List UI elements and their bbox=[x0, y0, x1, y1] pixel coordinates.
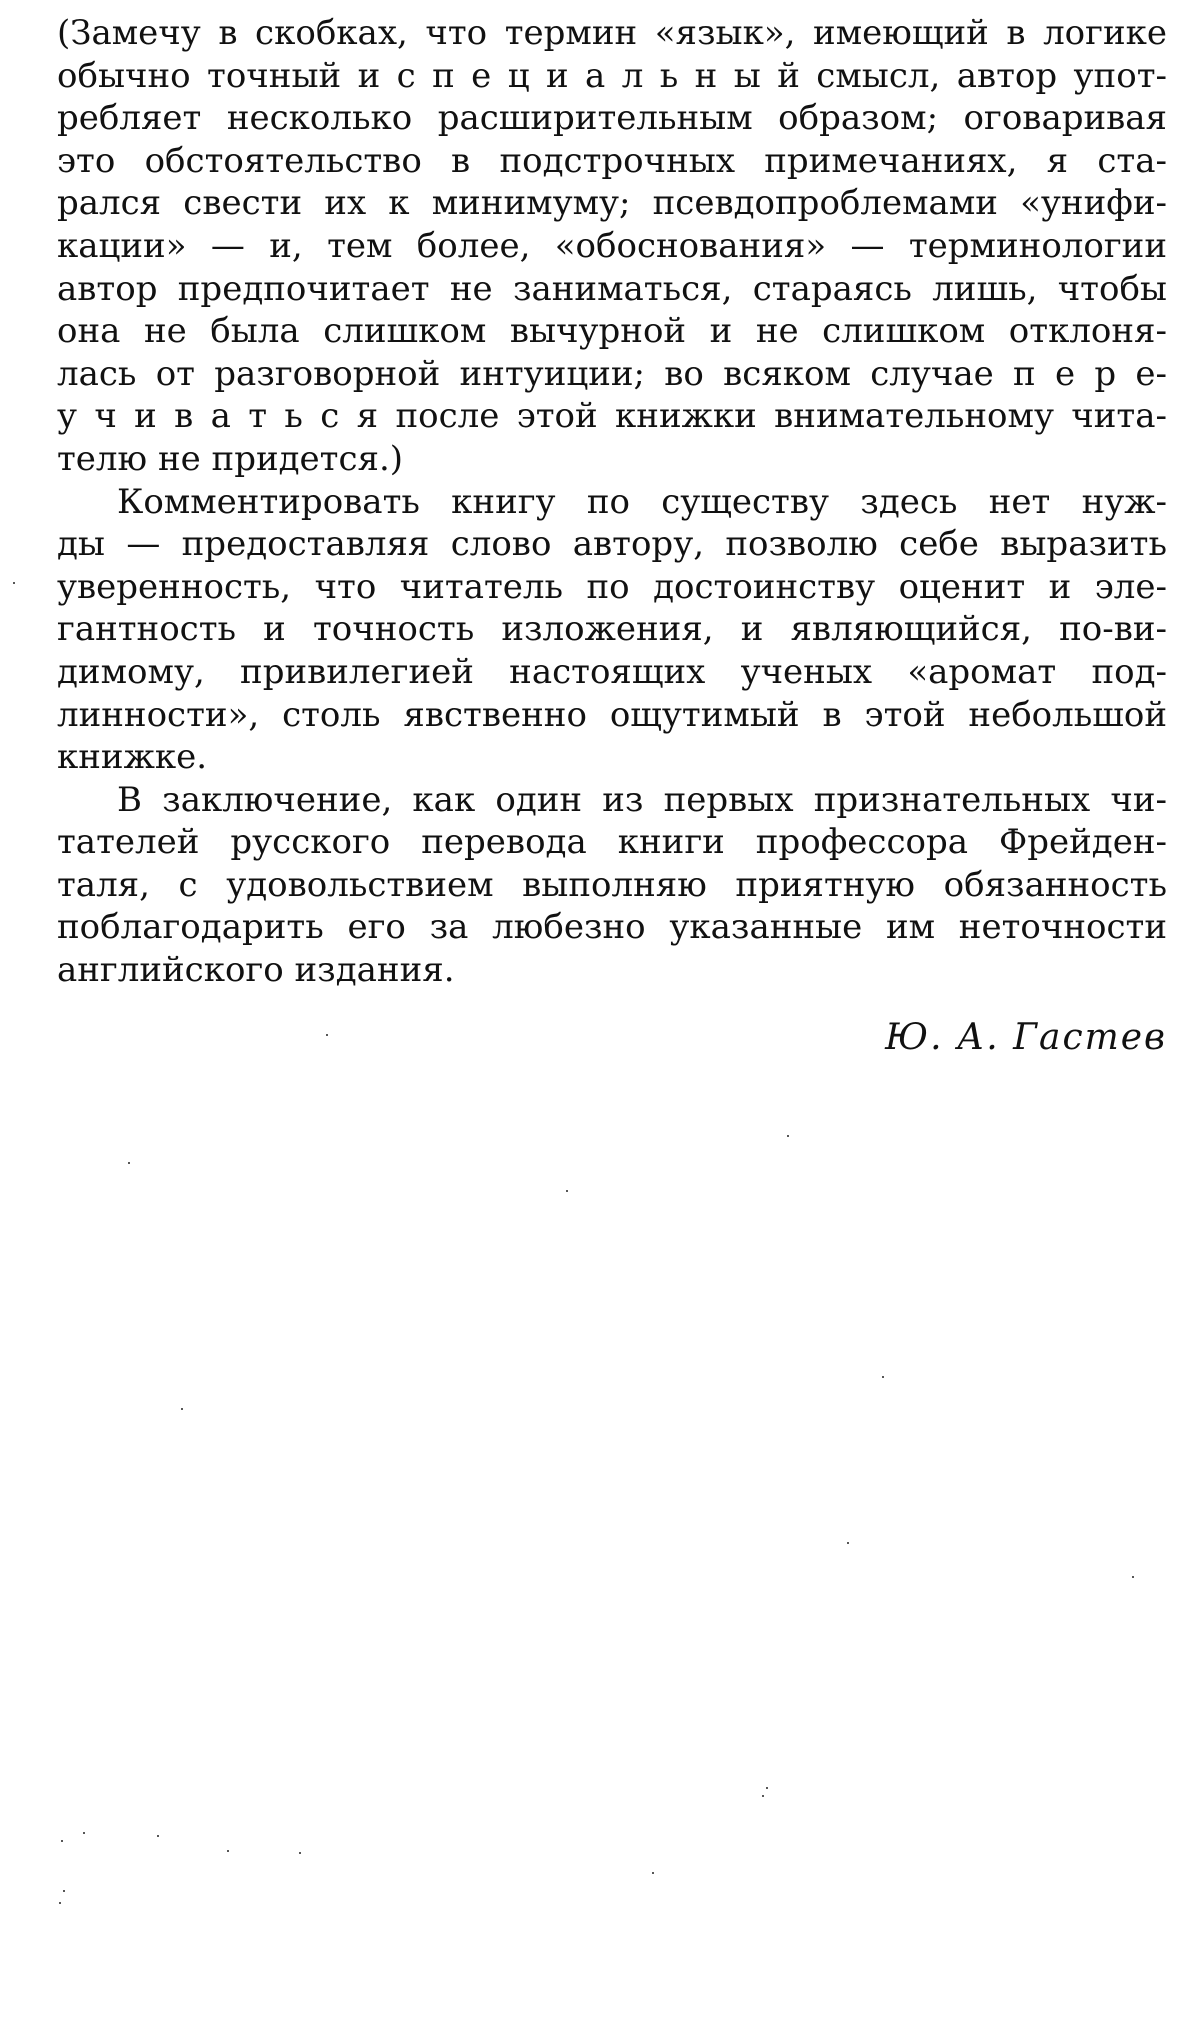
scan-speck bbox=[128, 1162, 130, 1164]
text-line: таля, с удовольствием выполняю приятную обязанность bbox=[57, 864, 1167, 905]
text-line: телю не придется.) bbox=[57, 438, 404, 479]
text-line: тателей русского перевода книги профессора Фрейден- bbox=[57, 822, 1167, 863]
text-line: она не была слишком вычурной и не слишком отклоня- bbox=[57, 311, 1167, 352]
scan-speck bbox=[227, 1850, 229, 1852]
text-line: поблагодарить его за любезно указанные им неточности bbox=[57, 907, 1167, 948]
text-line: уверенность, что читатель по достоинству оценит и эле- bbox=[57, 566, 1167, 607]
text-line: автор предпочитает не заниматься, стараясь лишь, чтобы bbox=[57, 268, 1167, 309]
text-line: ды — предоставляя слово автору, позволю себе выразить bbox=[57, 524, 1167, 565]
scan-speck bbox=[766, 1787, 768, 1789]
scan-speck bbox=[326, 1034, 328, 1036]
scan-speck bbox=[157, 1835, 159, 1837]
scan-speck bbox=[566, 1190, 568, 1192]
text-line: В заключение, как один из первых признательных чи- bbox=[117, 779, 1167, 820]
scan-speck bbox=[61, 1840, 63, 1842]
scan-speck bbox=[181, 1408, 183, 1410]
text-line: линности», столь явственно ощутимый в этой небольшой bbox=[57, 694, 1167, 735]
scan-speck bbox=[59, 1902, 61, 1904]
scan-speck bbox=[13, 582, 15, 584]
scan-speck bbox=[299, 1852, 301, 1854]
text-line: гантность и точность изложения, и являющийся, по-ви- bbox=[57, 609, 1167, 650]
scan-speck bbox=[652, 1872, 654, 1874]
paragraph-2 bbox=[57, 481, 1167, 779]
text-line: это обстоятельство в подстрочных примечаниях, я ста- bbox=[57, 140, 1167, 181]
text-line: обычно точный и с п е ц и а л ь н ы й смысл, автор упот- bbox=[57, 55, 1167, 96]
scan-speck bbox=[83, 1832, 85, 1834]
scan-speck bbox=[787, 1135, 789, 1137]
text-line: (Замечу в скобках, что термин «язык», имеющий в логике bbox=[57, 13, 1167, 53]
text-line: английского издания. bbox=[57, 950, 455, 991]
text-line: ребляет несколько расширительным образом; оговаривая bbox=[57, 98, 1167, 139]
scan-speck bbox=[847, 1542, 849, 1544]
paragraph-1 bbox=[57, 12, 1167, 481]
scan-speck bbox=[762, 1795, 764, 1797]
paragraph-3 bbox=[57, 779, 1167, 992]
text-line: димому, привилегией настоящих ученых «аромат под- bbox=[57, 651, 1167, 692]
text-line: книжке. bbox=[57, 737, 208, 778]
text-line: у ч и в а т ь с я после этой книжки внимательному чита- bbox=[57, 396, 1167, 437]
scan-speck bbox=[882, 1376, 884, 1378]
text-line: кации» — и, тем более, «обоснования» — терминологии bbox=[57, 225, 1167, 266]
document-page bbox=[57, 12, 1167, 1060]
scan-speck bbox=[1132, 1576, 1134, 1578]
scan-speck bbox=[63, 1890, 65, 1892]
text-line: лась от разговорной интуиции; во всяком случае п е р е- bbox=[57, 353, 1167, 394]
text-line: Комментировать книгу по существу здесь нет нуж- bbox=[117, 481, 1167, 522]
author-signature: Ю. А. Гастев bbox=[885, 1016, 1167, 1058]
text-line: рался свести их к минимуму; псевдопроблемами «унифи- bbox=[57, 183, 1167, 224]
